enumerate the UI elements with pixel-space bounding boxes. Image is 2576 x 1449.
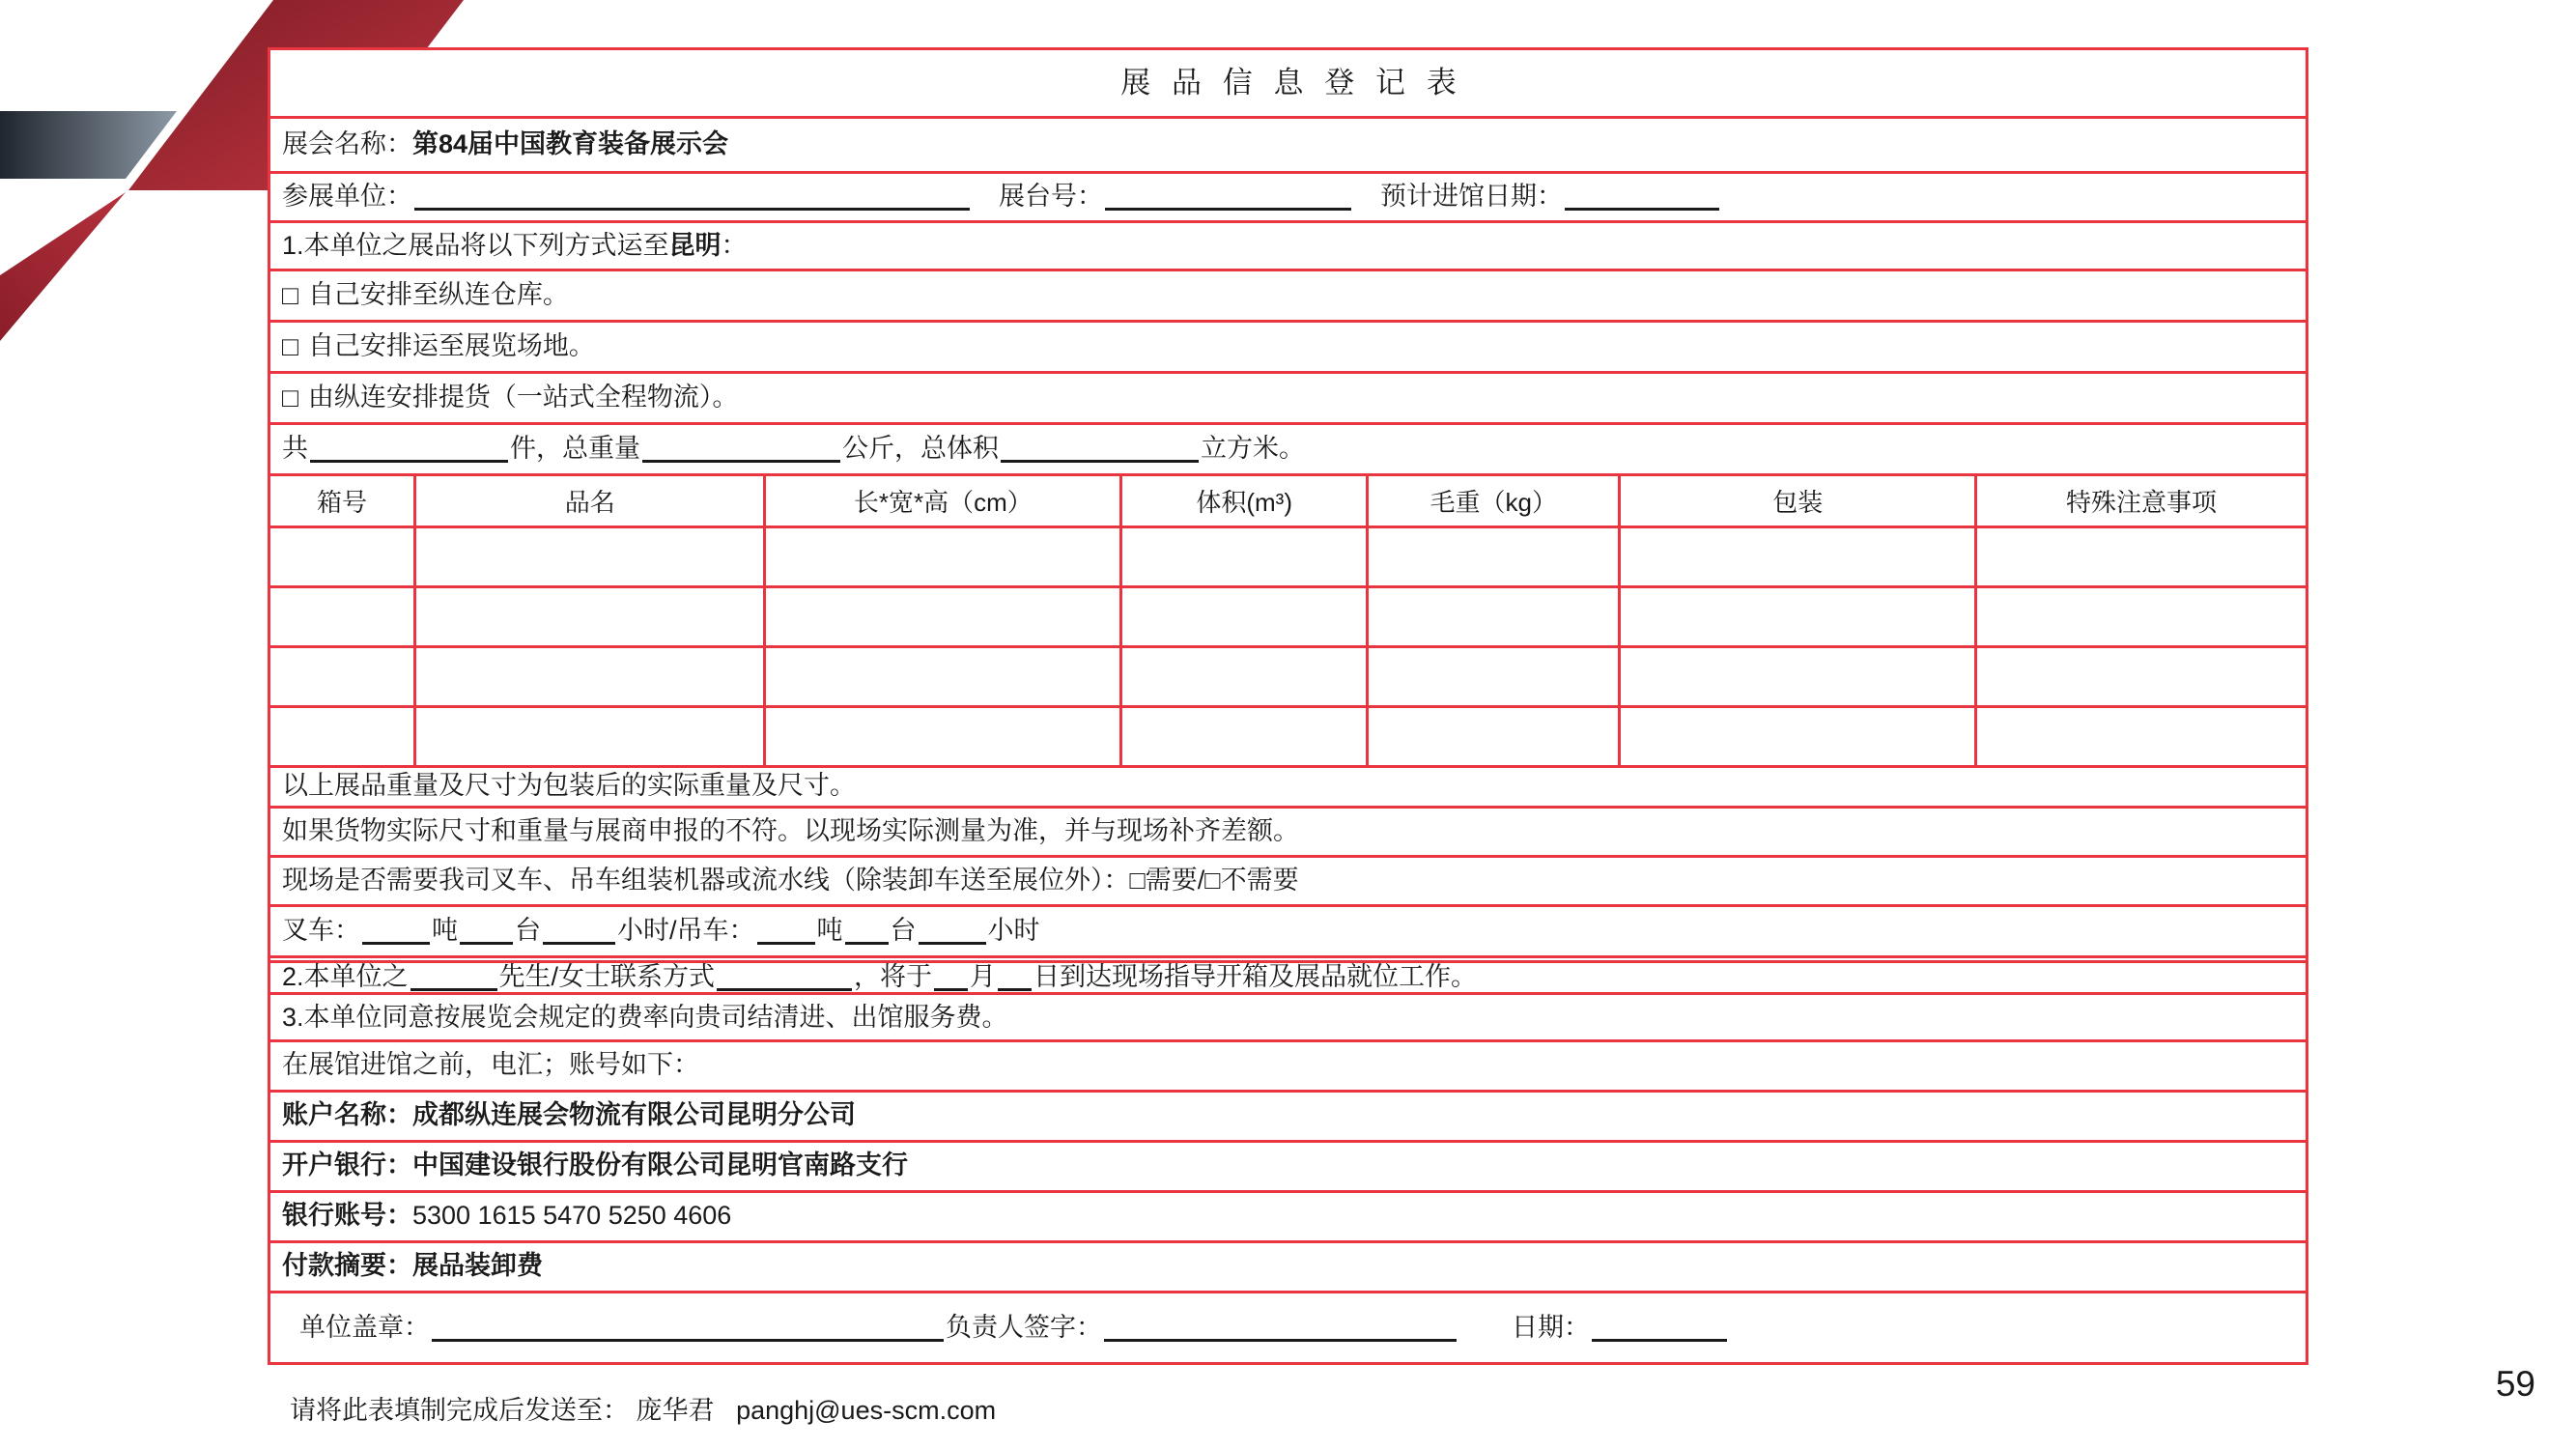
col-header-item-name: 品名 [415,476,765,526]
form-title-text: 展 品 信 息 登 记 表 [1120,66,1463,100]
forklift-hours-blank[interactable] [543,917,615,945]
table-cell[interactable] [765,706,1121,766]
forklift-text: 小时/吊车： [617,915,755,945]
totals-row [270,425,2306,476]
contact-text: 先生/女士联系方式 [498,961,716,991]
bank-name-value: 中国建设银行股份有限公司昆明官南路支行 [412,1151,908,1180]
table-cell[interactable] [270,706,415,766]
table-cell[interactable] [1620,586,1976,646]
send-note-label: 请将此表填制完成后发送至： [290,1396,629,1425]
forklift-text: 吨 [432,915,458,945]
form-title [270,50,2306,119]
shipping-option-row [270,271,2306,323]
table-cell[interactable] [1121,526,1368,586]
page-number: 59 [2495,1364,2535,1404]
account-name-row [270,1093,2306,1143]
contact-phone-blank[interactable] [717,963,852,991]
table-cell[interactable] [415,586,765,646]
col-header-packing: 包装 [1620,476,1976,526]
payment-intro-text: 在展馆进馆之前，电汇；账号如下： [282,1050,699,1080]
totals-text: 公斤，总体积 [842,434,999,464]
table-cell[interactable] [415,646,765,706]
account-name-label: 账户名称： [282,1100,412,1130]
table-cell[interactable] [1121,706,1368,766]
forklift-crane-row [270,907,2306,958]
forklift-text: 小时 [987,915,1040,945]
payment-intro-row [270,1042,2306,1093]
exhibit-registration-form [268,47,2308,1365]
contact-name-blank[interactable] [410,963,497,991]
contact-person-row [270,960,2306,995]
note-row-actual-weight [270,768,2306,809]
col-header-gross-weight: 毛重（kg） [1368,476,1620,526]
totals-text: 件，总重量 [510,434,640,464]
table-cell[interactable] [415,526,765,586]
movein-date-label: 预计进馆日期： [1380,182,1563,212]
checkbox-icon[interactable]: □ [282,382,298,412]
bank-name-label: 开户银行： [282,1151,412,1180]
table-cell[interactable] [1620,646,1976,706]
table-cell[interactable] [1368,646,1620,706]
col-header-volume: 体积(m³) [1121,476,1368,526]
signature-row [270,1293,2306,1363]
shipping-intro-prefix: 1.本单位之展品将以下列方式运至 [282,230,669,260]
booth-label: 展台号： [999,182,1103,212]
exhibitor-row [270,174,2306,223]
exhibition-name-value: 第84届中国教育装备展示会 [412,129,729,159]
shipping-method-intro-row [270,223,2306,271]
arrival-month-blank[interactable] [934,963,968,991]
exhibitor-blank[interactable] [414,184,970,212]
crane-hours-blank[interactable] [919,917,986,945]
shipping-option-row [270,323,2306,374]
date-blank[interactable] [1592,1314,1727,1342]
note-text: 现场是否需要我司叉车、吊车组装机器或流水线（除装卸车送至展位外）：□需要/□不需要 [282,865,1299,895]
exhibition-name-row [270,119,2306,174]
note-row-measure-on-site [270,809,2306,858]
exhibitor-label: 参展单位： [282,182,412,212]
sign-blank[interactable] [1104,1314,1457,1342]
send-note [290,1389,996,1427]
goods-table [270,476,2306,768]
shipping-option-label: 由纵连安排提货（一站式全程物流）。 [307,383,739,412]
table-cell[interactable] [1620,526,1976,586]
contact-text: ，将于 [854,961,933,991]
totals-volume-blank[interactable] [1001,436,1199,464]
fee-agreement-text: 3.本单位同意按展览会规定的费率向贵司结清进、出馆服务费。 [282,1002,1008,1032]
crane-count-blank[interactable] [845,917,889,945]
goods-table-header-row [270,476,2306,526]
contact-email: panghj@ues-scm.com [736,1396,997,1425]
totals-weight-blank[interactable] [642,436,840,464]
table-cell[interactable] [1121,646,1368,706]
forklift-text: 台 [515,915,541,945]
totals-text: 立方米。 [1201,434,1305,464]
table-cell[interactable] [270,586,415,646]
table-cell[interactable] [765,526,1121,586]
table-cell[interactable] [1976,646,2306,706]
table-cell[interactable] [415,706,765,766]
shipping-option-row [270,374,2306,425]
shipping-option-label: 自己安排运至展览场地。 [307,331,595,361]
table-cell[interactable] [765,646,1121,706]
note-text: 以上展品重量及尺寸为包装后的实际重量及尺寸。 [282,771,856,801]
table-cell[interactable] [1368,586,1620,646]
table-cell[interactable] [1976,526,2306,586]
table-cell[interactable] [1620,706,1976,766]
goods-table-row [270,526,2306,586]
table-cell[interactable] [270,526,415,586]
stamp-label: 单位盖章： [299,1312,430,1342]
forklift-count-blank[interactable] [460,917,513,945]
col-header-dimensions: 长*宽*高（cm） [765,476,1121,526]
arrival-day-blank[interactable] [998,963,1032,991]
sign-label: 负责人签字： [946,1312,1102,1342]
goods-table-row [270,646,2306,706]
table-cell[interactable] [1121,586,1368,646]
col-header-box-no: 箱号 [270,476,415,526]
contact-text: 月 [970,961,997,991]
shipping-option-label: 自己安排至纵连仓库。 [307,280,569,310]
totals-text: 共 [282,434,308,464]
shipping-destination: 昆明 [668,230,722,260]
bank-account-value: 5300 1615 5470 5250 4606 [412,1201,732,1231]
shipping-intro-suffix: ： [721,230,748,260]
payment-summary-label: 付款摘要： [282,1251,412,1281]
checkbox-icon[interactable]: □ [282,330,298,361]
note-row-equipment-needed [270,858,2306,907]
forklift-text: 叉车： [282,915,360,945]
forklift-text: 吨 [816,915,843,945]
bank-name-row [270,1143,2306,1193]
forklift-text: 台 [890,915,917,945]
table-cell[interactable] [1976,706,2306,766]
contact-text: 日到达现场指导开箱及展品就位工作。 [1033,961,1478,991]
crane-ton-blank[interactable] [757,917,815,945]
fee-agreement-row [270,997,2306,1042]
stamp-blank[interactable] [432,1314,944,1342]
totals-pieces-blank[interactable] [310,436,508,464]
account-name-value: 成都纵连展会物流有限公司昆明分公司 [412,1100,856,1130]
date-label: 日期： [1512,1312,1590,1342]
goods-table-row [270,706,2306,766]
checkbox-icon[interactable]: □ [282,279,298,310]
forklift-ton-blank[interactable] [362,917,430,945]
booth-blank[interactable] [1105,184,1351,212]
goods-table-row [270,586,2306,646]
table-cell[interactable] [765,586,1121,646]
table-cell[interactable] [1976,586,2306,646]
table-cell[interactable] [270,646,415,706]
col-header-special-notes: 特殊注意事项 [1976,476,2306,526]
bank-account-row [270,1193,2306,1243]
contact-name: 庞华君 [636,1396,715,1425]
payment-summary-value: 展品装卸费 [412,1251,543,1281]
note-text: 如果货物实际尺寸和重量与展商申报的不符。以现场实际测量为准，并与现场补齐差额。 [282,815,1299,845]
bank-account-label: 银行账号： [282,1201,412,1231]
table-cell[interactable] [1368,706,1620,766]
red-triangle-shape [0,192,126,341]
payment-summary-row [270,1243,2306,1293]
movein-date-blank[interactable] [1565,184,1719,212]
table-cell[interactable] [1368,526,1620,586]
contact-text: 2.本单位之 [282,961,409,991]
exhibition-name-label: 展会名称： [282,129,412,159]
